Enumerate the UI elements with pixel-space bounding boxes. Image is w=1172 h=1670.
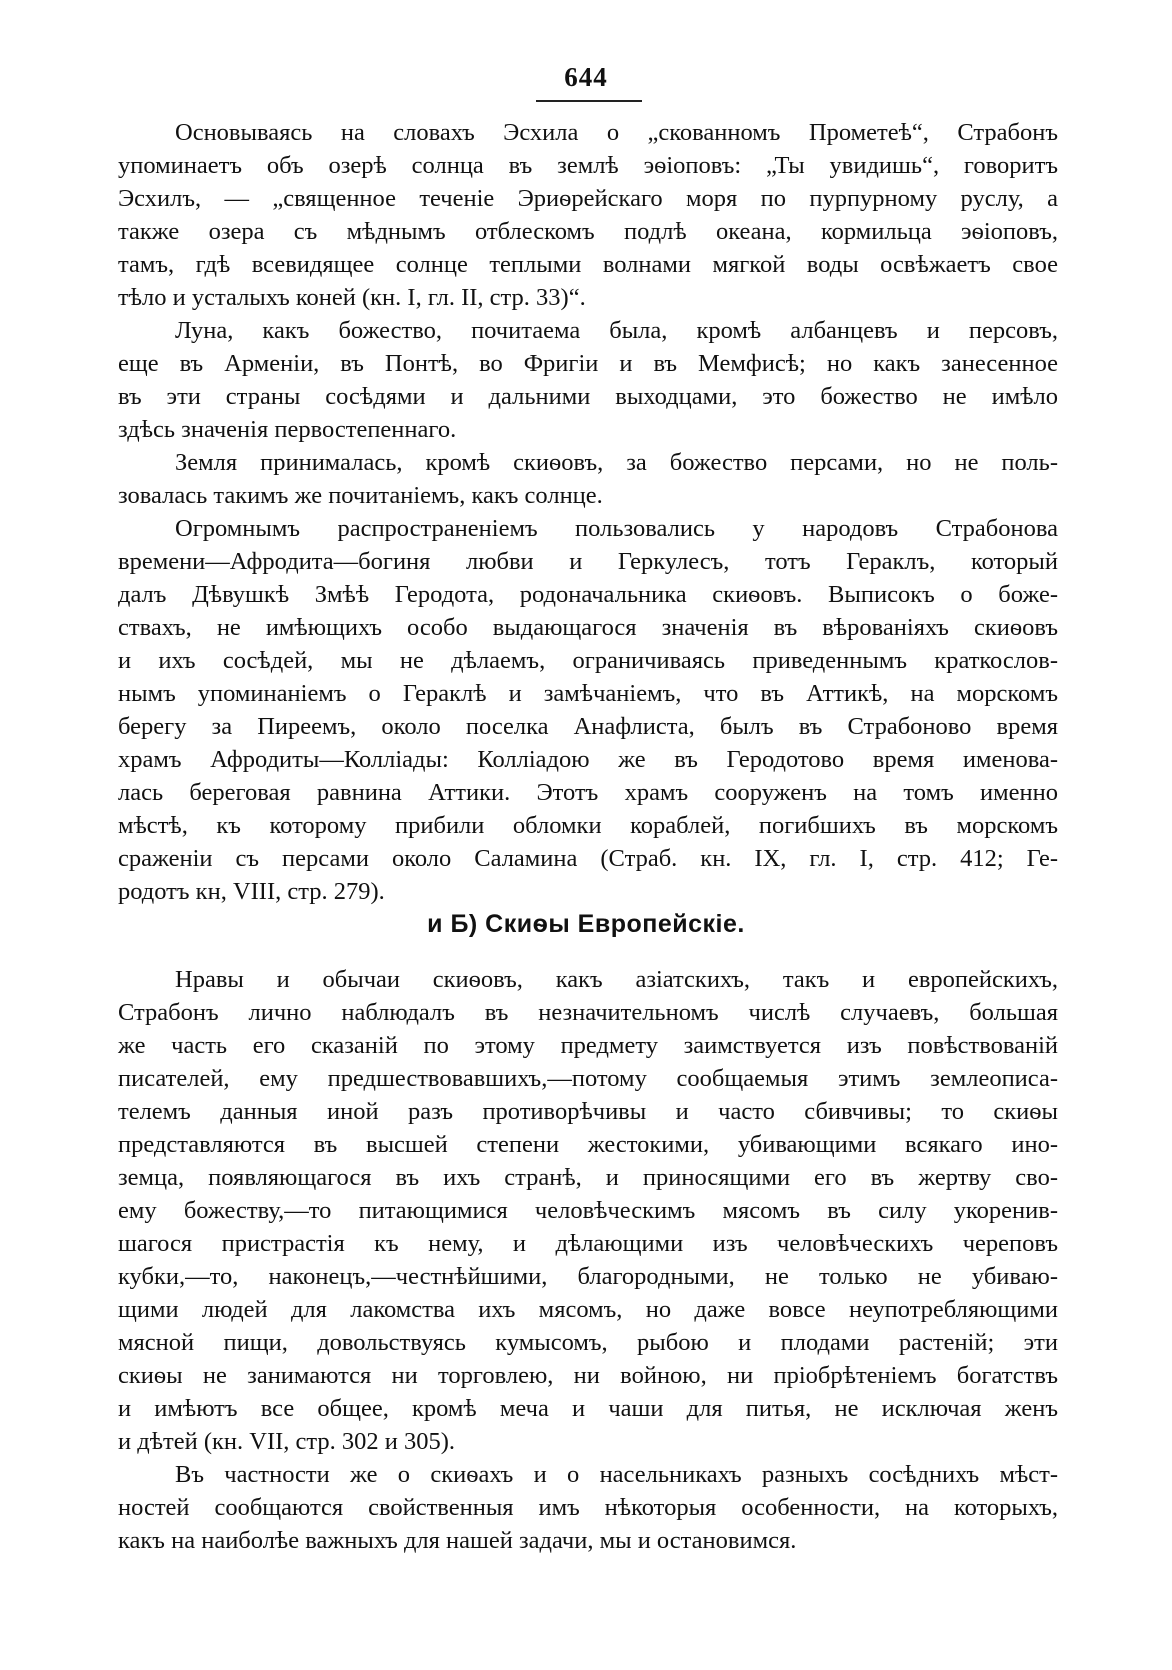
text-line: сраженіи съ персами около Саламина (Страб. кн. IX, гл. I, стр. 412; Ге-	[118, 845, 1058, 872]
text-line: ностей сообщаются свойственныя имъ нѣкоторыя особенности, на которыхъ,	[118, 1494, 1058, 1521]
text-line: ствахъ, не имѣющихъ особо выдающагося значенія въ вѣрованіяхъ скиѳовъ	[118, 614, 1058, 641]
text-line: еще въ Арменіи, въ Понтѣ, во Фригіи и въ Мемфисѣ; но какъ занесенное	[118, 350, 1058, 377]
text-line: Нравы и обычаи скиѳовъ, какъ азіатскихъ, такъ и европейскихъ,	[175, 966, 1058, 993]
text-line: здѣсь значенія первостепеннаго.	[118, 416, 457, 443]
text-line: ему божеству,—то питающимися человѣческимъ мясомъ въ силу укоренив-	[118, 1197, 1058, 1224]
page-number: 644	[564, 62, 608, 92]
text-line: Земля принималась, кромѣ скиѳовъ, за божество персами, но не поль-	[175, 449, 1058, 476]
text-line: зовалась такимъ же почитаніемъ, какъ солнце.	[118, 482, 603, 509]
text-line: и дѣтей (кн. VII, стр. 302 и 305).	[118, 1428, 456, 1455]
text-line: телемъ данныя иной разъ противорѣчивы и часто сбивчивы; то скиѳы	[118, 1098, 1058, 1125]
text-line: же часть его сказаній по этому предмету заимствуется изъ повѣствованій	[118, 1032, 1058, 1059]
text-line: далъ Дѣвушкѣ Змѣѣ Геродота, родоначальника скиѳовъ. Выписокъ о боже-	[118, 581, 1058, 608]
text-line: земца, появляющагося въ ихъ странѣ, и приносящими его въ жертву сво-	[118, 1164, 1058, 1191]
text-line: берегу за Пиреемъ, около поселка Анафлиста, былъ въ Страбоново время	[118, 713, 1058, 740]
text-line: шагося пристрастія къ нему, и дѣлающими изъ человѣческихъ череповъ	[118, 1230, 1058, 1257]
text-line: мѣстѣ, къ которому прибили обломки кораблей, погибшихъ въ морскомъ	[118, 812, 1058, 839]
text-line: времени—Афродита—богиня любви и Геркулесъ, тотъ Гераклъ, который	[118, 548, 1058, 575]
text-line: скиѳы не занимаются ни торговлею, ни войною, ни пріобрѣтеніемъ богатствъ	[118, 1362, 1058, 1389]
text-line: Луна, какъ божество, почитаема была, кромѣ албанцевъ и персовъ,	[175, 317, 1058, 344]
text-line: Въ частности же о скиѳахъ и о насельникахъ разныхъ сосѣднихъ мѣст-	[175, 1461, 1058, 1488]
text-line: кубки,—то, наконецъ,—честнѣйшими, благородными, не только не убиваю-	[118, 1263, 1058, 1290]
text-line: тамъ, гдѣ всевидящее солнце теплыми волнами мягкой воды освѣжаетъ свое	[118, 251, 1058, 278]
text-line: тѣло и усталыхъ коней (кн. I, гл. II, стр. 33)“.	[118, 284, 586, 311]
text-line: представляются въ высшей степени жестокими, убивающими всякаго ино-	[118, 1131, 1058, 1158]
text-line: упоминаетъ объ озерѣ солнца въ землѣ эѳіоповъ: „Ты увидишь“, говоритъ	[118, 152, 1058, 179]
text-line: Огромнымъ распространеніемъ пользовались у народовъ Страбонова	[175, 515, 1058, 542]
text-line: Эсхилъ, — „священное теченіе Эриѳрейскаго моря по пурпурному руслу, а	[118, 185, 1058, 212]
text-line: какъ на наиболѣе важныхъ для нашей задачи, мы и остановимся.	[118, 1527, 797, 1554]
text-line: родотъ кн, VIII, стр. 279).	[118, 878, 385, 905]
text-line: мясной пищи, довольствуясь кумысомъ, рыбою и плодами растеній; эти	[118, 1329, 1058, 1356]
text-line: писателей, ему предшествовавшихъ,—потому сообщаемыя этимъ землеописа-	[118, 1065, 1058, 1092]
text-line: въ эти страны сосѣдями и дальними выходцами, это божество не имѣло	[118, 383, 1058, 410]
text-line: и ихъ сосѣдей, мы не дѣлаемъ, ограничиваясь приведеннымъ краткослов-	[118, 647, 1058, 674]
section-heading: и Б) Скиѳы Европейскіе.	[427, 910, 745, 938]
text-line: щими людей для лакомства ихъ мясомъ, но даже вовсе неупотребляющими	[118, 1296, 1058, 1323]
text-line: храмъ Афродиты—Колліады: Колліадою же въ Геродотово время именова-	[118, 746, 1058, 773]
text-line: Страбонъ лично наблюдалъ въ незначительномъ числѣ случаевъ, большая	[118, 999, 1058, 1026]
text-line: Основываясь на словахъ Эсхила о „скованномъ Прометеѣ“, Страбонъ	[175, 119, 1058, 146]
page-number-rule	[536, 100, 642, 102]
text-line: и имѣютъ все общее, кромѣ меча и чаши для питья, не исключая женъ	[118, 1395, 1058, 1422]
text-line: лась береговая равнина Аттики. Этотъ храмъ сооруженъ на томъ именно	[118, 779, 1058, 806]
text-line: нымъ упоминаніемъ о Гераклѣ и замѣчаніемъ, что въ Аттикѣ, на морскомъ	[118, 680, 1058, 707]
text-line: также озера съ мѣднымъ отблескомъ подлѣ океана, кормильца эѳіоповъ,	[118, 218, 1058, 245]
